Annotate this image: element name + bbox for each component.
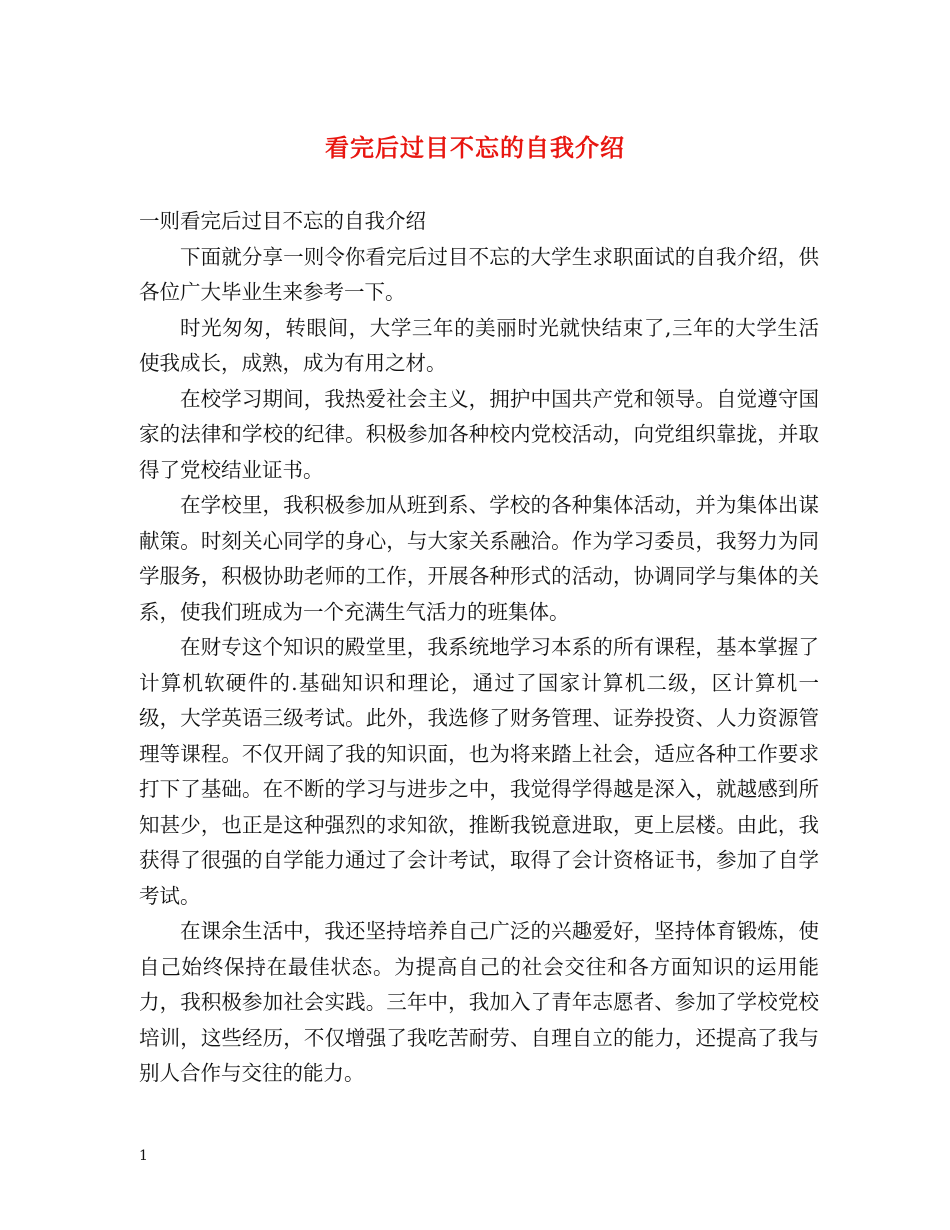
page-number: 1 [139,1148,148,1164]
paragraph: 在课余生活中，我还坚持培养自己广泛的兴趣爱好，坚持体育锻炼，使自己始终保持在最佳状态。为提高自己的社会交往和各方面知识的运用能力，我积极参加社会实践。三年中，我加入了青年志愿者、参加了学校党校培训，这些经历，不仅增强了我吃苦耐劳、自理自立的能力，还提高了我与别人合作与交往的能力。 [139,919,819,1085]
document-subtitle: 一则看完后过目不忘的自我介绍 [139,209,426,233]
paragraph: 在校学习期间，我热爱社会主义，拥护中国共产党和领导。自觉遵守国家的法律和学校的纪律。积极参加各种校内党校活动，向党组织靠拢，并取得了党校结业证书。 [139,386,819,482]
paragraph: 下面就分享一则令你看完后过目不忘的大学生求职面试的自我介绍，供各位广大毕业生来参考一下。 [139,244,819,304]
document-title: 看完后过目不忘的自我介绍 [325,134,625,162]
paragraph: 在财专这个知识的殿堂里，我系统地学习本系的所有课程，基本掌握了计算机软硬件的.基础知识和理论，通过了国家计算机二级，区计算机一级，大学英语三级考试。此外，我选修了财务管理、证券投资、人力资源管理等课程。不仅开阔了我的知识面，也为将来踏上社会，适应各种工作要求打下了基础。在不断的学习与进步之中，我觉得学得越是深入，就越感到所知甚少，也正是这种强烈的求知欲，推断我锐意进取，更上层楼。由此，我获得了很强的自学能力通过了会计考试，取得了会计资格证书，参加了自学考试。 [139,635,819,908]
document-body [139,204,819,1092]
paragraph: 时光匆匆，转眼间，大学三年的美丽时光就快结束了,三年的大学生活使我成长，成熟，成为有用之材。 [139,315,819,375]
paragraph: 在学校里，我积极参加从班到系、学校的各种集体活动，并为集体出谋献策。时刻关心同学的身心，与大家关系融洽。作为学习委员，我努力为同学服务，积极协助老师的工作，开展各种形式的活动，协调同学与集体的关系，使我们班成为一个充满生气活力的班集体。 [139,493,819,624]
